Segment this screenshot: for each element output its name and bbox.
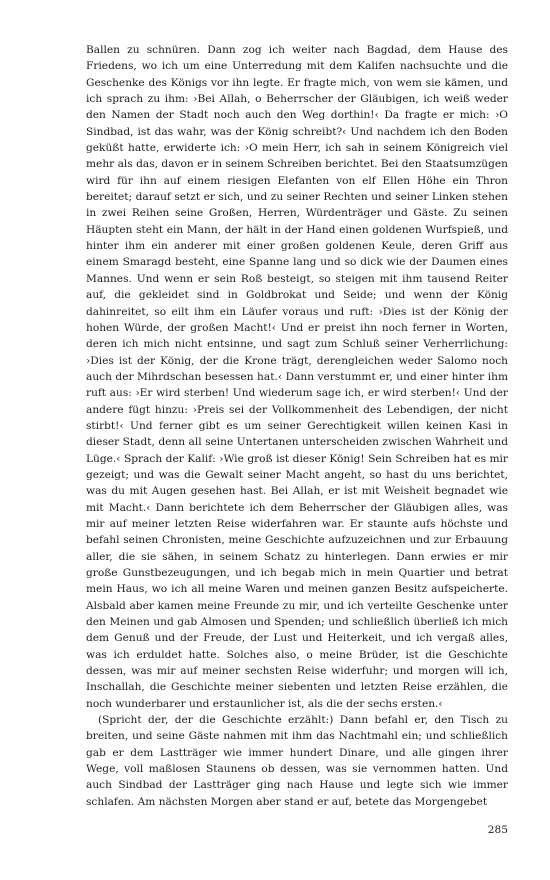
- paragraph-2: (Spricht der, der die Geschichte erzählt:) Dann befahl er, den Tisch zu breiten, und seine Gäste nahmen mit ihm das Nachtmahl ein; und schließlich gab er dem Lastträger wie immer hundert Dinare, und alle gingen ihrer Wege, voll maßlosen Staunens ob dessen, was sie vernommen hatten. Und auch Sindbad der Lastträger ging nach Hause und legte sich wie immer schlafen. Am nächsten Morgen aber stand er auf, betete das Morgengebet: [86, 714, 508, 808]
- paragraph-1: Ballen zu schnüren. Dann zog ich weiter nach Bagdad, dem Hause des Friedens, wo ich um eine Unterredung mit dem Kalifen nachsuchte und die Geschenke des Königs vor ihn legte. Er fragte mich, von wem sie kämen, und ich sprach zu ihm: ›Bei Allah, o Beherrscher der Gläubigen, ich weiß weder den Namen der Stadt noch auch den Weg dorthin!‹ Da fragte er mich: ›O Sindbad, ist das wahr, was der König schreibt?‹ Und nachdem ich den Boden geküßt hatte, erwiderte ich: ›O mein Herr, ich sah in seinem Königreich viel mehr als das, davon er in seinem Schreiben berichtet. Bei den Staatsumzügen wird für ihn auf einem riesigen Elefanten von elf Ellen Höhe ein Thron bereitet; darauf setzt er sich, und zu seiner Rechten und seiner Linken stehen in zwei Reihen seine Großen, Herren, Würdenträger und Gäste. Zu seinen Häupten steht ein Mann, der hält in der Hand einen goldenen Wurfspieß, und hinter ihm ein anderer mit einer großen goldenen Keule, deren Griff aus einem Smaragd besteht, eine Spanne lang und so dick wie der Daumen eines Mannes. Und wenn er sein Roß besteigt, so steigen mit ihm tausend Reiter auf, die gekleidet sind in Goldbrokat und Seide; und wenn der König dahinreitet, so eilt ihm ein Läufer voraus und ruft: ›Dies ist der König der hohen Würde, der großen Macht!‹ Und er preist ihn noch ferner in Worten, deren ich mich nicht entsinne, und sagt zum Schluß seiner Verherrlichung: ›Dies ist der König, der die Krone trägt, derengleichen weder Salomo noch auch der Mihrdschan besessen hat.‹ Dann verstummt er, und einer hinter ihm ruft aus: ›Er wird sterben! Und wiederum sage ich, er wird sterben!‹ Und der andere fügt hinzu: ›Preis sei der Vollkommenheit des Lebendigen, der nicht stirbt!‹ Und ferner gibt es um seiner Gerechtigkeit willen keinen Kasi in dieser Stadt, denn all seine Untertanen unterscheiden zwischen Wahrheit und Lüge.‹ Sprach der Kalif: ›Wie groß ist dieser König! Sein Schreiben hat es mir gezeigt; und was die Gewalt seiner Macht angeht, so hast du uns berichtet, was du mit Augen gesehen hast. Bei Allah, er ist mit Weisheit begnadet wie mit Macht.‹ Dann berichtete ich dem Beherrscher der Gläubigen alles, was mir auf meiner letzten Reise widerfahren war. Er staunte aufs höchste und befahl seinen Chronisten, meine Geschichte aufzuzeichnen und zur Erbauung aller, die sie sähen, in seinem Schatz zu hinterlegen. Dann erwies er mir große Gunstbezeugungen, und ich begab mich in mein Quartier und betrat mein Haus, wo ich all meine Waren und meinen ganzen Besitz aufspeicherte. Alsbald aber kamen meine Freunde zu mir, und ich verteilte Geschenke unter den Meinen und gab Almosen und Spenden; und schließlich überließ ich mich dem Genuß und der Freude, der Lust und Heiterkeit, und ich vergaß alles, was ich erduldet hatte. Solches also, o meine Brüder, ist die Geschichte dessen, was mir auf meiner sechsten Reise widerfuhr; und morgen will ich, Inschallah, die Geschichte meiner siebenten und letzten Reise erzählen, die noch wunderbarer und erstaunlicher ist, als die der sechs ersten.‹: [86, 44, 508, 710]
- page-number: 285: [487, 824, 508, 836]
- body-text: [86, 42, 508, 810]
